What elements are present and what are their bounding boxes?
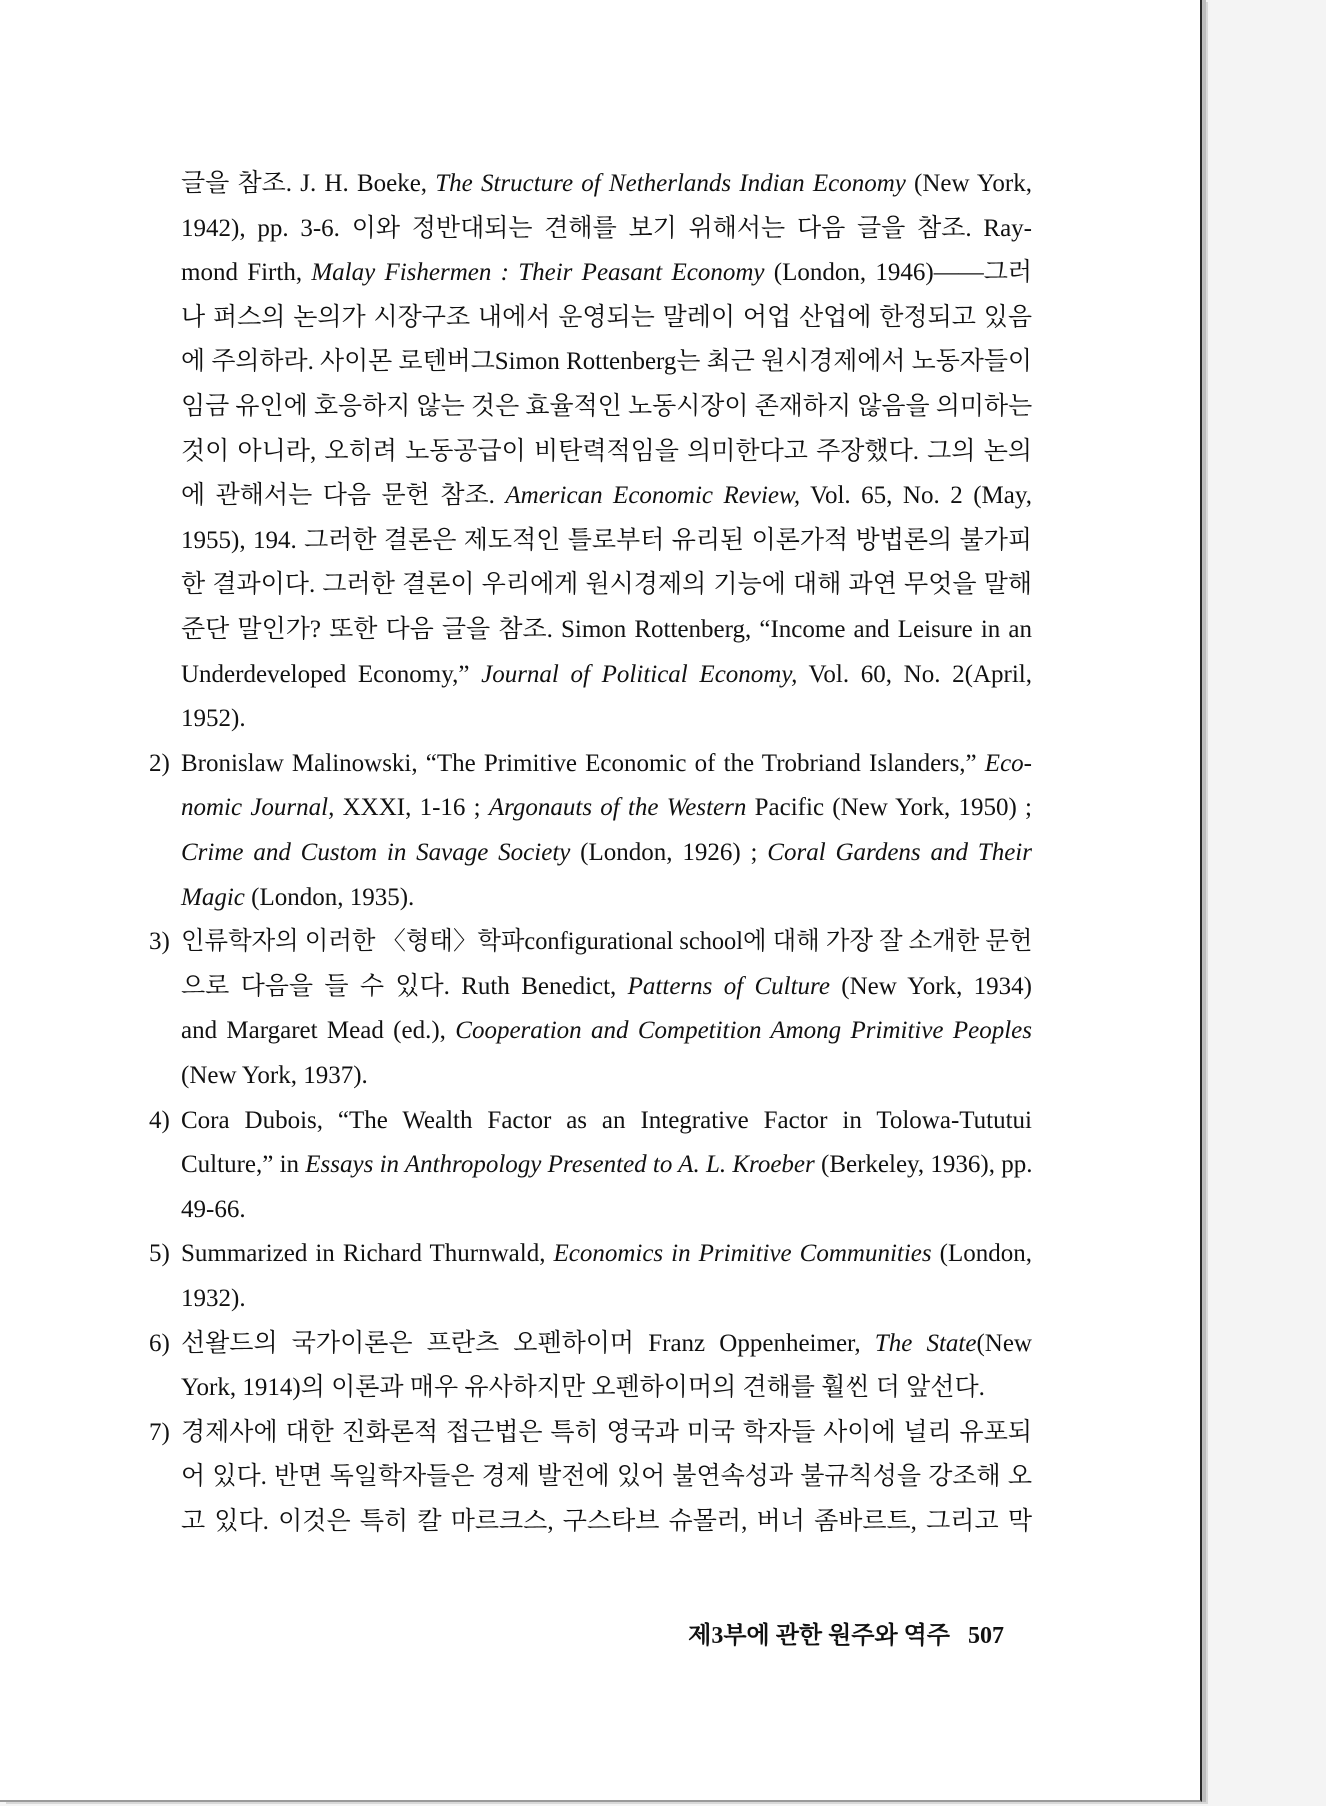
text-line xyxy=(181,340,1032,385)
text-line xyxy=(181,296,1032,341)
text-segment: 으로 다음을 들 수 있다. Ruth Benedict, xyxy=(181,972,628,1000)
running-title: 제3부에 관한 원주와 역주 xyxy=(688,1623,950,1649)
note-number: 4) xyxy=(149,1106,170,1134)
text-segment: Vol. 65, No. 2 (May, xyxy=(800,482,1032,510)
text-line xyxy=(181,1322,1032,1367)
text-line xyxy=(181,608,1032,653)
italic-title: Cooperation and Competition Among Primitive Peoples xyxy=(455,1017,1032,1045)
text-segment: and Margaret Mead (ed.), xyxy=(181,1017,456,1045)
italic-title: Magic xyxy=(181,883,245,911)
text-line xyxy=(181,831,1032,876)
text-line xyxy=(181,1232,1032,1277)
text-segment: Summarized in Richard Thurnwald, xyxy=(181,1240,554,1268)
text-segment: (London, 1926) ; xyxy=(570,839,768,866)
note-number: 5) xyxy=(149,1240,170,1268)
italic-title: Economics in Primitive Communities xyxy=(553,1240,932,1268)
text-segment: 경제사에 대한 진화론적 접근법은 특히 영국과 미국 학자들 사이에 널리 유포되 xyxy=(181,1418,1032,1446)
text-segment: 에 주의하라. 사이몬 로텐버그Simon Rottenberg는 최근 원시경제에서 노동자들이 xyxy=(181,348,1032,376)
italic-title: The State xyxy=(874,1329,977,1357)
note-number: 3) xyxy=(149,928,170,956)
text-segment: 나 퍼스의 논의가 시장구조 내에서 운영되는 말레이 어업 산업에 한정되고 있음 xyxy=(181,303,1032,331)
text-segment: Cora Dubois, “The Wealth Factor as an Integrative Factor in Tolowa-Tututui xyxy=(181,1106,1032,1134)
text-segment: (Berkeley, 1936), pp. xyxy=(814,1151,1033,1179)
text-line xyxy=(181,1143,1032,1188)
text-line xyxy=(181,1009,1032,1054)
text-line xyxy=(181,162,1032,207)
text-line xyxy=(181,697,1032,742)
text-segment: (London, xyxy=(931,1240,1032,1268)
text-segment: (London, 1946)——그러 xyxy=(764,259,1032,287)
text-line xyxy=(181,786,1032,831)
text-line xyxy=(181,965,1032,1010)
text-line xyxy=(181,653,1032,698)
text-segment: 선왈드의 국가이론은 프란츠 오펜하이머 Franz Oppenheimer, xyxy=(181,1329,875,1357)
italic-title: Crime and Custom in Savage Society xyxy=(181,839,571,866)
italic-title: Journal of Political Economy, xyxy=(481,660,798,688)
note-number: 6) xyxy=(149,1329,170,1357)
italic-title: nomic Journal, xyxy=(181,794,335,822)
italic-title: Patterns of Culture xyxy=(627,972,830,1000)
text-line xyxy=(181,1054,1032,1099)
note-number: 2) xyxy=(149,749,170,777)
text-segment: 1952). xyxy=(181,705,246,733)
text-line xyxy=(181,920,1032,965)
text-segment: 에 관해서는 다음 문헌 참조. xyxy=(181,482,506,510)
text-line xyxy=(181,876,1032,921)
text-segment: Bronislaw Malinowski, “The Primitive Economic of the Trobriand Islanders,” xyxy=(181,749,985,777)
text-line xyxy=(181,1099,1032,1144)
text-segment: 준단 말인가? 또한 다음 글을 참조. Simon Rottenberg, “Income and Leisure in an xyxy=(181,616,1032,643)
italic-title: The Structure of Netherlands Indian Economy xyxy=(435,170,906,197)
text-segment: York, 1914)의 이론과 매우 유사하지만 오펜하이머의 견해를 훨씬 더 앞선다. xyxy=(181,1374,985,1402)
text-segment: XXXI, 1-16 ; xyxy=(334,794,489,822)
text-line xyxy=(181,1500,1032,1545)
text-segment: 1955), 194. 그러한 결론은 제도적인 틀로부터 유리된 이론가적 방법론의 불가피 xyxy=(181,526,1032,554)
italic-title: Malay Fishermen : Their Peasant Economy xyxy=(311,259,765,287)
text-segment: 1932). xyxy=(181,1285,246,1312)
text-segment: mond Firth, xyxy=(181,259,312,287)
text-line xyxy=(181,207,1032,252)
text-segment: (London, 1935). xyxy=(244,883,415,911)
italic-title: American Economic Review, xyxy=(505,482,801,510)
text-segment: 49-66. xyxy=(181,1195,246,1223)
text-segment: 글을 참조. J. H. Boeke, xyxy=(181,170,436,197)
text-line xyxy=(181,563,1032,608)
text-line xyxy=(181,742,1032,787)
text-line xyxy=(181,430,1032,475)
text-line xyxy=(181,474,1032,519)
text-segment: 임금 유인에 호응하지 않는 것은 효율적인 노동시장이 존재하지 않음을 의미하는 xyxy=(181,393,1033,420)
text-line xyxy=(181,1455,1032,1500)
text-segment: 어 있다. 반면 독일학자들은 경제 발전에 있어 불연속성과 불규칙성을 강조해 오 xyxy=(181,1463,1032,1491)
text-line xyxy=(181,1411,1032,1456)
text-segment: (New York, 1937). xyxy=(181,1062,368,1089)
text-segment: 고 있다. 이것은 특히 칼 마르크스, 구스타브 슈몰러, 버너 좀바르트, 그리고 막 xyxy=(181,1508,1032,1535)
text-segment: (New xyxy=(976,1329,1032,1357)
text-segment: 인류학자의 이러한 〈형태〉학파configurational school에 대해 가장 잘 소개한 문헌 xyxy=(181,928,1033,956)
text-line xyxy=(181,1366,1032,1411)
text-segment: Culture,” in xyxy=(181,1151,306,1179)
italic-title: Essays in Anthropology Presented to A. L. Kroeber xyxy=(305,1151,815,1179)
text-line xyxy=(181,1277,1032,1322)
text-segment: (New York, 1934) xyxy=(829,972,1032,1000)
note-number: 7) xyxy=(149,1418,170,1446)
text-segment: Pacific (New York, 1950) ; xyxy=(746,794,1032,822)
page-number: 507 xyxy=(968,1623,1004,1649)
text-line xyxy=(181,519,1032,564)
text-line xyxy=(181,1188,1032,1233)
text-segment: Vol. 60, No. 2(April, xyxy=(797,660,1032,688)
page-footer xyxy=(640,1614,1004,1658)
italic-title: Argonauts of the Western xyxy=(488,794,747,822)
text-segment: 것이 아니라, 오히려 노동공급이 비탄력적임을 의미한다고 주장했다. 그의 논의 xyxy=(181,437,1032,465)
text-segment: 1942), pp. 3-6. 이와 정반대되는 견해를 보기 위해서는 다음 글을 참조. Ray- xyxy=(181,214,1032,242)
italic-title: Coral Gardens and Their xyxy=(767,839,1032,866)
text-line xyxy=(181,385,1032,430)
text-line xyxy=(181,251,1032,296)
text-segment: 한 결과이다. 그러한 결론이 우리에게 원시경제의 기능에 대해 과연 무엇을 말해 xyxy=(181,571,1032,599)
text-segment: (New York, xyxy=(905,170,1032,197)
text-segment: Underdeveloped Economy,” xyxy=(181,660,482,688)
italic-title: Eco- xyxy=(984,749,1032,777)
